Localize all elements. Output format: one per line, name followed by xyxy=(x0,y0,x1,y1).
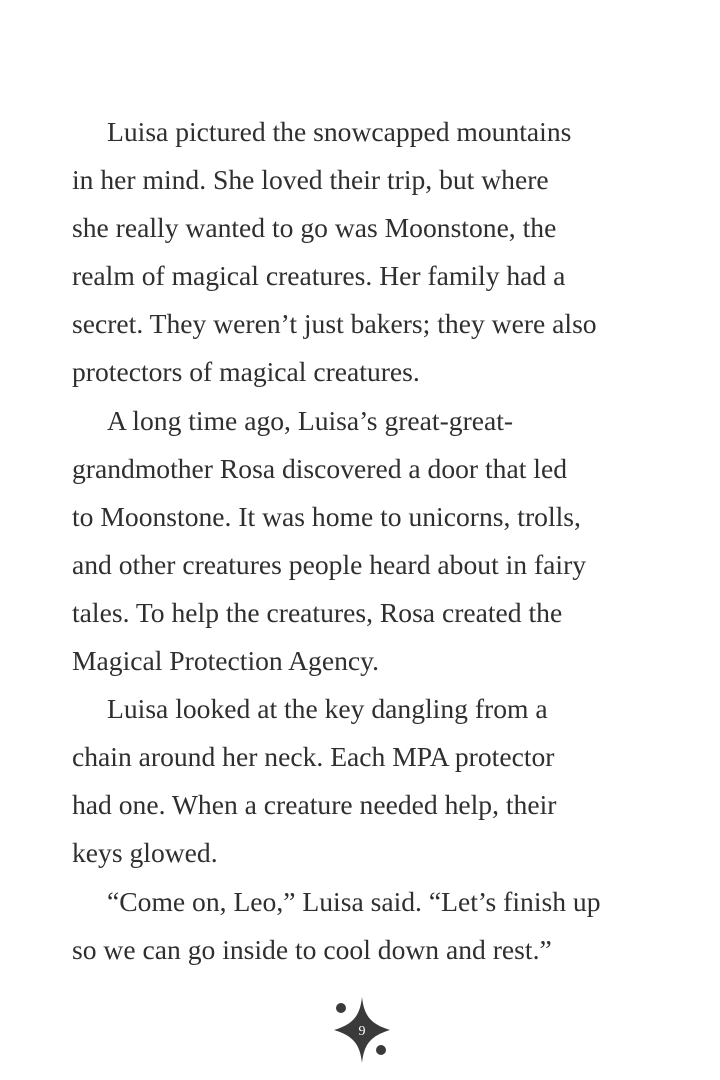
ornament-dot xyxy=(376,1045,386,1055)
text-line: Magical Protection Agency. xyxy=(72,645,380,677)
text-line: grandmother Rosa discovered a door that led xyxy=(72,452,568,484)
text-line: “Come on, Leo,” Luisa said. “Let’s finish up xyxy=(107,885,601,917)
text-line: had one. When a creature needed help, their xyxy=(72,789,557,821)
text-line: to Moonstone. It was home to unicorns, trolls, xyxy=(72,500,581,532)
four-point-star-icon xyxy=(330,995,394,1065)
text-line: protectors of magical creatures. xyxy=(72,356,420,388)
paragraph xyxy=(72,878,652,974)
text-line: chain around her neck. Each MPA protector xyxy=(72,741,555,773)
paragraph xyxy=(72,397,652,686)
text-line: Luisa looked at the key dangling from a xyxy=(107,693,548,725)
text-line: A long time ago, Luisa’s great-great- xyxy=(107,404,514,436)
text-line: in her mind. She loved their trip, but where xyxy=(72,164,549,196)
text-line: Luisa pictured the snowcapped mountains xyxy=(107,116,572,147)
text-line: and other creatures people heard about in fairy xyxy=(72,548,587,580)
text-line: so we can go inside to cool down and rest.” xyxy=(72,933,552,965)
text-line: keys glowed. xyxy=(72,837,218,869)
paragraph xyxy=(72,685,652,877)
text-line: tales. To help the creatures, Rosa created the xyxy=(72,596,563,628)
page-body xyxy=(72,108,652,974)
text-line: realm of magical creatures. Her family had a xyxy=(72,260,566,292)
paragraph xyxy=(72,108,652,397)
text-line: she really wanted to go was Moonstone, the xyxy=(72,212,557,244)
page-number-ornament xyxy=(330,995,394,1065)
text-line: secret. They weren’t just bakers; they were also xyxy=(72,308,597,340)
page-number: 9 xyxy=(358,1024,366,1039)
ornament-dot xyxy=(336,1003,346,1013)
